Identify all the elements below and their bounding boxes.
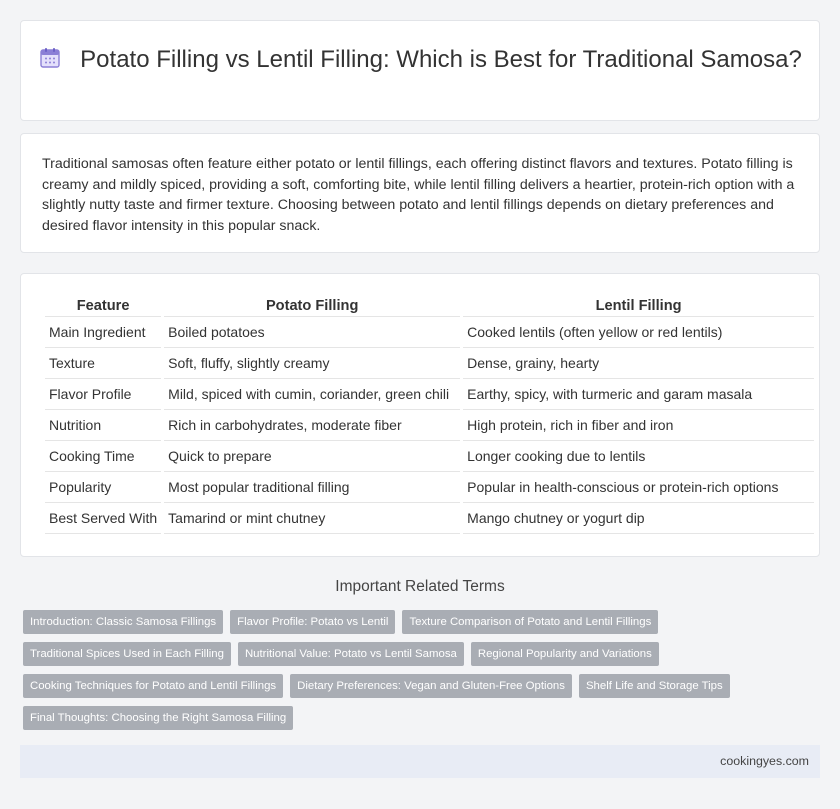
table-cell: Rich in carbohydrates, moderate fiber [164, 410, 460, 441]
table-cell: Popularity [45, 472, 161, 503]
site-name[interactable]: cookingyes.com [720, 754, 809, 768]
related-term-tag[interactable]: Nutritional Value: Potato vs Lentil Samosa [238, 642, 464, 666]
related-term-tag[interactable]: Shelf Life and Storage Tips [579, 674, 730, 698]
table-cell: Best Served With [45, 503, 161, 534]
table-cell: Main Ingredient [45, 317, 161, 348]
page-title-wrap [21, 45, 819, 74]
related-term-tag[interactable]: Traditional Spices Used in Each Filling [23, 642, 231, 666]
related-term-tag[interactable]: Flavor Profile: Potato vs Lentil [230, 610, 395, 634]
table-cell: Boiled potatoes [164, 317, 460, 348]
table-cell: Mango chutney or yogurt dip [463, 503, 814, 534]
table-cell: Texture [45, 348, 161, 379]
intro-card [20, 133, 820, 253]
title-card [20, 20, 820, 121]
table-cell: Tamarind or mint chutney [164, 503, 460, 534]
related-term-tag[interactable]: Texture Comparison of Potato and Lentil Fillings [402, 610, 658, 634]
column-header-lentil: Lentil Filling [463, 295, 814, 317]
table-row [45, 441, 814, 472]
table-cell: Nutrition [45, 410, 161, 441]
column-header-feature: Feature [45, 295, 161, 317]
table-cell: Popular in health-conscious or protein-rich options [463, 472, 814, 503]
table-row [45, 410, 814, 441]
related-terms-heading: Important Related Terms [335, 578, 505, 595]
related-term-tag[interactable]: Introduction: Classic Samosa Fillings [23, 610, 223, 634]
related-term-tag[interactable]: Cooking Techniques for Potato and Lentil Fillings [23, 674, 283, 698]
table-cell: Flavor Profile [45, 379, 161, 410]
page-title: Potato Filling vs Lentil Filling: Which is Best for Traditional Samosa? [80, 46, 802, 73]
comparison-card [20, 273, 820, 557]
table-cell: Mild, spiced with cumin, coriander, green chili [164, 379, 460, 410]
table-row [45, 503, 814, 534]
related-term-tag[interactable]: Regional Popularity and Variations [471, 642, 659, 666]
comparison-table [42, 295, 817, 534]
table-cell: Quick to prepare [164, 441, 460, 472]
table-row [45, 348, 814, 379]
table-row [45, 379, 814, 410]
related-term-tag[interactable]: Final Thoughts: Choosing the Right Samosa Filling [23, 706, 293, 730]
table-cell: Earthy, spicy, with turmeric and garam masala [463, 379, 814, 410]
intro-paragraph: Traditional samosas often feature either potato or lentil fillings, each offering distinct flavors and textures. Potato filling is creamy and mildly spiced, providing a soft, comforting bite, while lentil filling delivers a heartier, protein-rich option with a slightly nutty taste and firmer texture. Choosing between potato and lentil fillings depends on dietary preferences and desired flavor intensity in this popular snack. [42, 156, 795, 235]
table-cell: Longer cooking due to lentils [463, 441, 814, 472]
footer [20, 745, 820, 778]
calendar-icon [38, 46, 62, 70]
related-terms-list [23, 610, 813, 738]
table-cell: Soft, fluffy, slightly creamy [164, 348, 460, 379]
table-cell: Dense, grainy, hearty [463, 348, 814, 379]
table-row [45, 472, 814, 503]
table-cell: Cooking Time [45, 441, 161, 472]
table-cell: Cooked lentils (often yellow or red lentils) [463, 317, 814, 348]
related-term-tag[interactable]: Dietary Preferences: Vegan and Gluten-Free Options [290, 674, 572, 698]
column-header-potato: Potato Filling [164, 295, 460, 317]
table-row [45, 317, 814, 348]
table-cell: High protein, rich in fiber and iron [463, 410, 814, 441]
table-cell: Most popular traditional filling [164, 472, 460, 503]
table-header-row [45, 295, 814, 317]
